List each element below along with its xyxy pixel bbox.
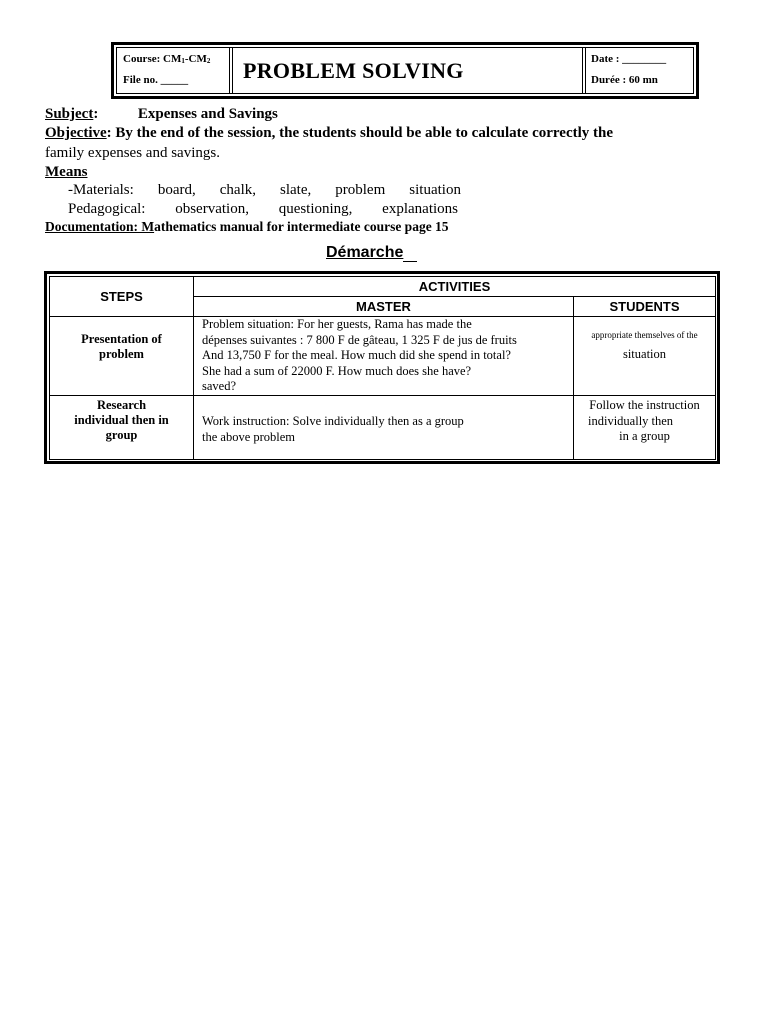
student-text: situation — [622, 347, 667, 361]
file-number-label: File no. _____ — [123, 74, 189, 86]
master-text: dépenses suivantes : 7 800 F de gâteau, 1 325 F de jus de fruits — [202, 332, 517, 347]
step-cell — [50, 317, 194, 396]
demarche-heading — [326, 244, 417, 262]
material-item: chalk, — [219, 182, 256, 198]
students-cell — [574, 317, 716, 396]
documentation-text: athematics manual for intermediate course page 15 — [154, 219, 449, 234]
students-header: STUDENTS — [574, 297, 716, 317]
steps-header: STEPS — [50, 277, 194, 317]
table-row — [50, 317, 716, 396]
students-cell — [574, 396, 716, 460]
date-label: Date : ________ — [591, 53, 667, 65]
header-divider-right — [582, 48, 586, 93]
documentation-label: Documentation: M — [45, 219, 155, 234]
pedagogical-item: explanations — [382, 201, 458, 217]
means-label: Means — [45, 164, 88, 180]
duration-label: Durée : 60 mn — [591, 74, 658, 86]
documentation-line — [45, 219, 449, 235]
objective-line — [45, 125, 613, 142]
subject-value: Expenses and Savings — [137, 106, 278, 122]
means-heading — [45, 164, 97, 181]
course-label: Course: $CM_1-CM_2$ — [123, 53, 211, 65]
header-inner-frame — [116, 47, 694, 94]
master-cell — [194, 396, 574, 460]
material-item: situation — [409, 182, 461, 198]
objective-label: Objective — [45, 125, 107, 141]
master-text: Work instruction: Solve individually then as a group — [202, 414, 464, 428]
master-text: saved? — [202, 379, 237, 394]
activities-header: ACTIVITIES — [194, 277, 716, 297]
material-item: board, — [157, 182, 196, 198]
master-text: And 13,750 F for the meal. How much did she spend in total? — [202, 348, 511, 363]
step-text: Presentation of — [81, 332, 162, 346]
step-text: group — [105, 428, 138, 442]
table-header-row — [50, 277, 716, 297]
header-box — [111, 42, 699, 99]
page-title: PROBLEM SOLVING — [243, 58, 464, 83]
objective-text-continued: family expenses and savings. — [45, 145, 220, 161]
subject-label: Subject — [45, 106, 94, 122]
pedagogical-label: Pedagogical: — [68, 201, 146, 217]
lesson-steps-table — [49, 276, 716, 460]
demarche-title: Démarche — [326, 244, 404, 261]
pedagogical-item: observation, — [175, 201, 249, 217]
materials-label: -Materials: — [68, 182, 134, 198]
subject-line — [45, 106, 278, 123]
student-text: individually then — [588, 413, 674, 428]
material-item: problem — [335, 182, 386, 198]
master-text: She had a sum of 22000 F. How much does she have? — [202, 363, 472, 378]
master-text: Problem situation: For her guests, Rama has made the — [202, 317, 472, 332]
lesson-table-frame — [44, 271, 720, 464]
step-text: Research — [96, 398, 147, 412]
master-header: MASTER — [194, 297, 574, 317]
material-item: slate, — [280, 182, 312, 198]
step-cell — [50, 396, 194, 460]
student-text: in a group — [619, 429, 670, 443]
pedagogical-item: questioning, — [278, 201, 353, 217]
header-divider-left — [229, 48, 233, 93]
table-row — [50, 396, 716, 460]
master-text: the above problem — [202, 429, 296, 444]
pedagogical-line — [68, 201, 458, 218]
student-text: Follow the instruction — [589, 398, 700, 412]
objective-text: : By the end of the session, the students should be able to calculate correctly the — [106, 125, 614, 141]
materials-line — [68, 182, 461, 199]
master-cell — [194, 317, 574, 396]
student-text: appropriate themselves of the — [591, 329, 698, 340]
step-text: individual then in — [74, 413, 169, 427]
step-text: problem — [99, 347, 144, 361]
subject-colon: : — [93, 106, 99, 122]
